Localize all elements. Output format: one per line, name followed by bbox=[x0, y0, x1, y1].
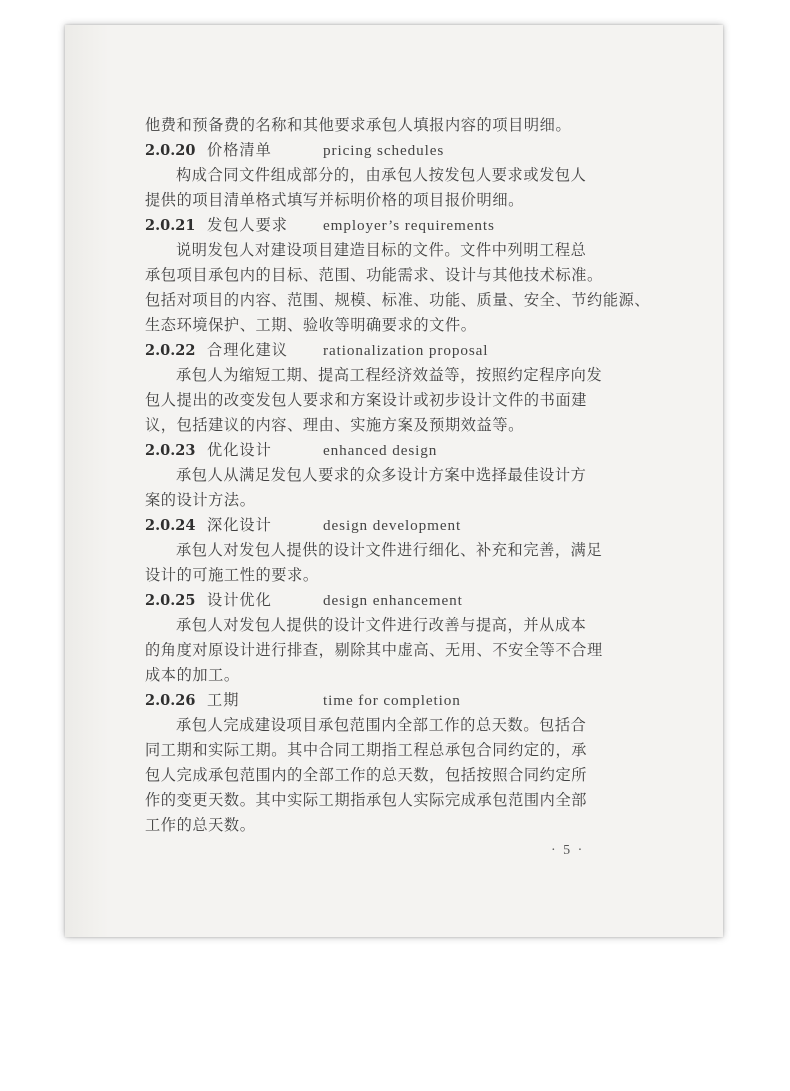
text-line: 构成合同文件组成部分的，由承包人按发包人要求或发包人 bbox=[176, 166, 587, 184]
text-line: 作的变更天数。其中实际工期指承包人实际完成承包范围内全部 bbox=[145, 791, 588, 809]
text-line: 说明发包人对建设项目建造目标的文件。文件中列明工程总 bbox=[176, 241, 587, 259]
paragraph bbox=[145, 538, 645, 588]
text-line: 议，包括建议的内容、理由、实施方案及预期效益等。 bbox=[145, 416, 524, 434]
text-line: 的角度对原设计进行排查，剔除其中虚高、无用、不安全等不合理 bbox=[145, 641, 603, 659]
text-line: 同工期和实际工期。其中合同工期指工程总承包合同约定的，承 bbox=[145, 741, 588, 759]
term-chinese: 深化设计 bbox=[207, 516, 272, 534]
term-heading bbox=[145, 338, 645, 363]
page-body bbox=[145, 113, 651, 838]
text-line: 提供的项目清单格式填写并标明价格的项目报价明细。 bbox=[145, 191, 524, 209]
text-line: 包人提出的改变发包人要求和方案设计或初步设计文件的书面建 bbox=[145, 391, 588, 409]
term-number: 2.0.23 bbox=[145, 442, 196, 459]
paragraph bbox=[145, 363, 645, 438]
paragraph bbox=[145, 238, 651, 338]
term-chinese: 价格清单 bbox=[207, 141, 272, 159]
text-line: 生态环境保护、工期、验收等明确要求的文件。 bbox=[145, 316, 477, 334]
text-line: 承包人为缩短工期、提高工程经济效益等，按照约定程序向发 bbox=[176, 366, 603, 384]
paragraph bbox=[145, 163, 645, 213]
page-number: · 5 · bbox=[551, 843, 585, 858]
term-english: design enhancement bbox=[323, 592, 463, 609]
paragraph bbox=[145, 113, 645, 138]
term-heading bbox=[145, 138, 645, 163]
term-chinese: 发包人要求 bbox=[207, 216, 288, 234]
text-line: 包括对项目的内容、范围、规模、标准、功能、质量、安全、节约能源、 bbox=[145, 291, 651, 309]
text-line: 承包项目承包内的目标、范围、功能需求、设计与其他技术标准。 bbox=[145, 266, 603, 284]
term-number: 2.0.25 bbox=[145, 592, 196, 609]
text-line: 包人完成承包范围内的全部工作的总天数，包括按照合同约定所 bbox=[145, 766, 588, 784]
text-line: 设计的可施工性的要求。 bbox=[145, 566, 319, 584]
text-line: 承包人对发包人提供的设计文件进行细化、补充和完善，满足 bbox=[176, 541, 603, 559]
term-english: design development bbox=[323, 517, 462, 534]
term-number: 2.0.20 bbox=[145, 142, 196, 159]
term-heading bbox=[145, 438, 645, 463]
document-page bbox=[65, 25, 723, 937]
paragraph bbox=[145, 613, 645, 688]
term-chinese: 优化设计 bbox=[207, 441, 272, 459]
term-chinese: 合理化建议 bbox=[207, 341, 288, 359]
term-number: 2.0.21 bbox=[145, 217, 196, 234]
term-english: time for completion bbox=[323, 692, 461, 709]
text-line: 工作的总天数。 bbox=[145, 816, 256, 834]
term-heading bbox=[145, 513, 645, 538]
term-heading bbox=[145, 588, 645, 613]
term-heading bbox=[145, 688, 645, 713]
text-line: 承包人完成建设项目承包范围内全部工作的总天数。包括合 bbox=[176, 716, 587, 734]
text-line: 他费和预备费的名称和其他要求承包人填报内容的项目明细。 bbox=[145, 116, 572, 134]
term-english: employer’s requirements bbox=[323, 217, 495, 234]
term-number: 2.0.24 bbox=[145, 517, 196, 534]
term-english: rationalization proposal bbox=[323, 342, 489, 359]
paragraph bbox=[145, 713, 645, 838]
page-gutter-shadow bbox=[65, 25, 109, 937]
term-chinese: 工期 bbox=[207, 691, 240, 709]
term-number: 2.0.26 bbox=[145, 692, 196, 709]
paragraph bbox=[145, 463, 645, 513]
text-line: 案的设计方法。 bbox=[145, 491, 256, 509]
term-english: enhanced design bbox=[323, 442, 438, 459]
term-number: 2.0.22 bbox=[145, 342, 196, 359]
term-heading bbox=[145, 213, 645, 238]
term-chinese: 设计优化 bbox=[207, 591, 272, 609]
term-english: pricing schedules bbox=[323, 142, 445, 159]
text-line: 成本的加工。 bbox=[145, 666, 240, 684]
text-line: 承包人对发包人提供的设计文件进行改善与提高，并从成本 bbox=[176, 616, 587, 634]
text-line: 承包人从满足发包人要求的众多设计方案中选择最佳设计方 bbox=[176, 466, 587, 484]
